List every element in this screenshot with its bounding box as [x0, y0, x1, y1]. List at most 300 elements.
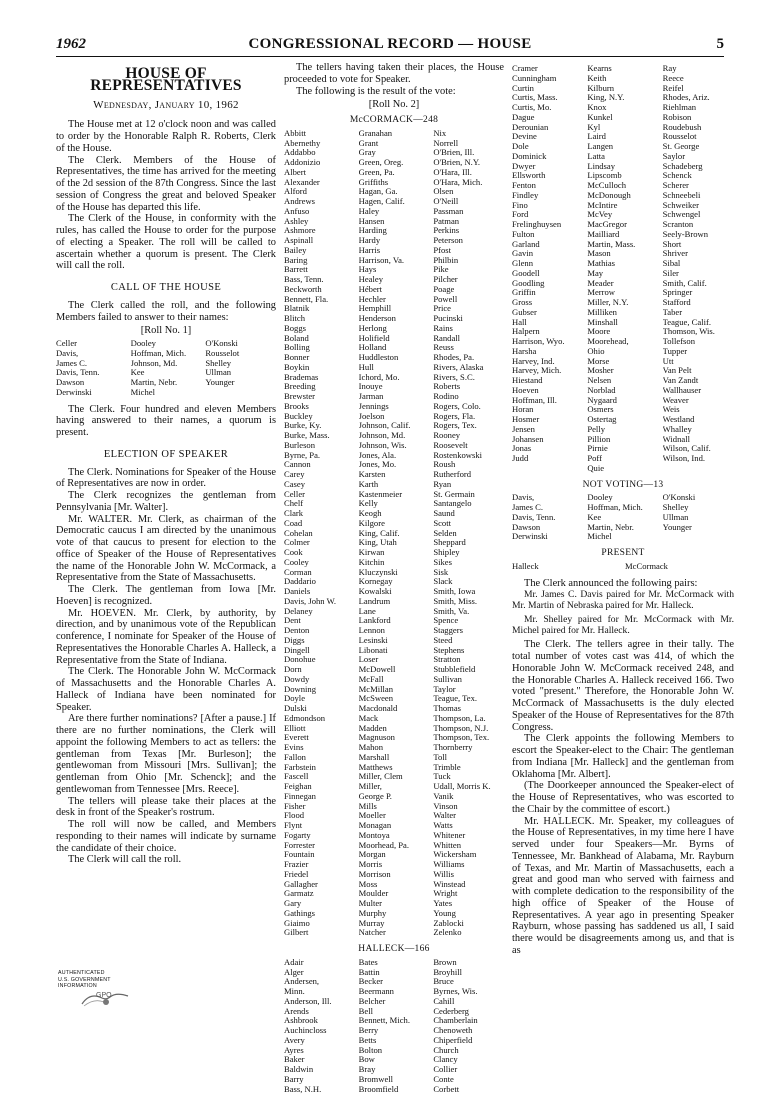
- paragraph: The Clerk announced the following pairs:: [524, 577, 698, 589]
- member-name: Dooley: [130, 339, 156, 348]
- member-name: Powell: [433, 294, 458, 304]
- member-name: Bow: [358, 1055, 375, 1065]
- paragraph: The Clerk will call the roll.: [68, 854, 182, 866]
- member-name: Kunkel: [587, 112, 613, 122]
- member-name: Harris: [358, 245, 381, 255]
- member-name: Giaimo: [284, 918, 310, 928]
- paragraph: Mr. WALTER. Mr. Clerk, as chairman of the Democratic caucus I am directed by the unanimous vote of that caucus to present for election to the office of Speaker of the House of Representatives the name of the Honorable John W. McCormack, a Representative from the State of Massachusetts.: [56, 513, 276, 584]
- member-name: McSween: [358, 694, 394, 704]
- member-name: Anfuso: [284, 206, 310, 216]
- member-name: Thomas: [433, 704, 462, 713]
- member-name: Whitten: [433, 840, 462, 850]
- member-name: Burleson: [284, 440, 316, 450]
- mccormack-vote-list: [284, 129, 504, 938]
- member-name: Taylor: [433, 684, 456, 694]
- member-name: Hechler: [358, 294, 386, 304]
- member-name: Rodino: [433, 392, 459, 401]
- member-name: Pucinski: [433, 314, 463, 323]
- member-name: Passman: [433, 206, 464, 216]
- paragraph: The Clerk. Four hundred and eleven Members having answered to their names, a quorum is present.: [56, 403, 276, 438]
- election-heading: ELECTION OF SPEAKER: [103, 448, 229, 460]
- member-name: Herlong: [358, 323, 387, 333]
- member-name: Kluczynski: [358, 567, 398, 577]
- member-name: Willis: [433, 869, 454, 879]
- member-name: Moorhead, Pa.: [358, 840, 410, 850]
- member-name: Martin, Mass.: [587, 239, 636, 249]
- member-name: O'Hara, Ill.: [433, 167, 472, 177]
- member-name: Church: [433, 1045, 459, 1055]
- member-name: Derwinski: [512, 532, 548, 542]
- paragraph: The Clerk. Nominations for Speaker of the House of Representatives are now in order.: [56, 466, 276, 490]
- member-name: Mailliard: [587, 229, 620, 239]
- member-name: Kyl: [587, 122, 601, 132]
- member-name: Cramer: [512, 64, 538, 73]
- member-name: Becker: [358, 977, 383, 987]
- paragraph: The Clerk appoints the following Members to escort the Speaker-elect to the Chair: The gentleman from Indiana [Mr. Halleck] and the gentleman from Oklahoma [Mr. Albert].: [512, 733, 734, 780]
- member-name: Griffin: [512, 288, 536, 298]
- member-name: Healey: [358, 275, 383, 284]
- member-name: Belcher: [358, 996, 386, 1006]
- member-name: Joelson: [358, 411, 385, 421]
- member-name: George P.: [358, 791, 392, 801]
- member-name: Kilgore: [358, 518, 385, 528]
- member-name: Lindsay: [587, 161, 616, 171]
- member-name: Breeding: [284, 382, 316, 392]
- member-name: Miller,: [358, 782, 382, 791]
- member-name: Johnson, Wis.: [358, 440, 407, 450]
- member-name: [663, 532, 734, 542]
- present-heading: PRESENT: [601, 548, 645, 558]
- paragraph: The Clerk. The Honorable John W. McCormack of Massachusetts and the Honorable Charles A. Halleck of Indiana have been nominated for Speaker.: [56, 666, 276, 713]
- member-name: Miller, Clem: [358, 772, 403, 782]
- member-name: Addabbo: [284, 148, 316, 158]
- member-name: O'Konski: [662, 493, 696, 503]
- member-name: Pfost: [433, 245, 451, 255]
- member-name: Rains: [433, 323, 453, 333]
- member-name: Roberts: [433, 382, 461, 392]
- member-name: Hagan, Ga.: [358, 187, 398, 197]
- member-name: Norblad: [587, 385, 616, 395]
- member-name: Downing: [284, 684, 316, 694]
- member-name: Colmer: [284, 538, 310, 548]
- member-name: Smith, Iowa: [433, 587, 476, 596]
- member-name: King, Calif.: [358, 528, 400, 538]
- gpo-line: AUTHENTICATED: [58, 970, 105, 976]
- paragraph: The House met at 12 o'clock noon and was called to order by the Honorable Ralph R. Roberts, Clerk of the House.: [56, 119, 276, 154]
- member-name: Chelf: [284, 499, 304, 509]
- member-name: Thompson, La.: [433, 713, 486, 723]
- member-name: Lankford: [358, 616, 391, 626]
- member-name: [205, 388, 276, 398]
- member-name: Dent: [284, 616, 301, 626]
- header-rule: [56, 56, 724, 57]
- member-name: Goodell: [512, 268, 540, 278]
- roll-number: [Roll No. 1]: [140, 325, 192, 337]
- member-name: Watts: [433, 821, 453, 830]
- member-name: Frazier: [284, 860, 309, 869]
- member-name: Holifield: [358, 333, 390, 343]
- paragraph: The Clerk. The gentleman from Iowa [Mr. Hoeven] is recognized.: [56, 584, 276, 607]
- member-name: Daniels: [284, 587, 311, 596]
- member-name: Seely-Brown: [662, 229, 709, 239]
- member-name: Poff: [587, 454, 602, 463]
- member-name: Bonner: [284, 353, 310, 362]
- member-name: Wright: [433, 889, 458, 899]
- member-name: Judd: [512, 454, 529, 463]
- member-name: Corbett: [433, 1084, 460, 1094]
- member-name: Rousselot: [662, 132, 697, 142]
- member-name: Ullman: [662, 512, 689, 522]
- member-name: Burke, Mass.: [284, 431, 330, 440]
- member-name: Reuss: [433, 343, 454, 353]
- member-name: Widnall: [662, 434, 690, 444]
- member-name: Osmers: [587, 405, 614, 415]
- member-name: Pilcher: [433, 275, 458, 284]
- member-name: Weis: [662, 405, 680, 415]
- member-name: Baker: [284, 1055, 305, 1065]
- gpo-line: INFORMATION: [58, 983, 97, 989]
- member-name: Moss: [358, 879, 378, 889]
- member-name: Donohue: [284, 655, 316, 665]
- member-name: Lipscomb: [587, 171, 622, 181]
- member-name: Glenn: [512, 259, 534, 268]
- member-name: Fulton: [512, 229, 535, 239]
- member-name: Morris: [358, 860, 383, 869]
- member-name: Cahill: [433, 996, 455, 1006]
- member-name: Steed: [433, 635, 453, 645]
- member-name: Ashbrook: [284, 1016, 318, 1026]
- member-name: Hall: [512, 317, 527, 327]
- member-name: Harvey, Ind.: [512, 356, 555, 366]
- member-name: Shipley: [433, 548, 460, 557]
- member-name: Stratton: [433, 655, 461, 665]
- member-name: Hardy: [358, 236, 381, 245]
- member-name: Daddario: [284, 577, 316, 587]
- member-name: Patman: [433, 216, 460, 226]
- mccormack-heading: McCORMACK—248: [349, 115, 439, 125]
- halleck-heading: HALLECK—166: [358, 944, 430, 954]
- member-name: Rutherford: [433, 470, 472, 479]
- member-name: Karsten: [358, 470, 386, 479]
- not-voting-list: [512, 493, 734, 542]
- member-name: Casey: [284, 479, 306, 489]
- member-name: Kastenmeier: [358, 489, 403, 499]
- member-name: Poage: [433, 284, 455, 294]
- member-name: Marshall: [358, 752, 390, 762]
- paragraph: The tellers having taken their places, the House proceeded to vote for Speaker.: [284, 62, 504, 85]
- member-name: Haley: [358, 206, 380, 216]
- member-name: Fountain: [284, 850, 315, 860]
- member-name: Schenck: [662, 171, 692, 181]
- member-name: Horan: [512, 405, 534, 415]
- member-name: Gavin: [512, 249, 534, 259]
- member-name: Granahan: [358, 128, 393, 138]
- paragraph: The tellers will please take their places at the desk in front of the Speaker's rostrum.: [56, 795, 276, 819]
- member-name: Cannon: [284, 460, 311, 470]
- present-list: [512, 562, 734, 572]
- member-name: Ostertag: [587, 415, 617, 424]
- member-name: Pike: [433, 265, 449, 275]
- member-name: McDowell: [358, 665, 396, 674]
- member-name: Norrell: [433, 138, 459, 148]
- member-name: Ayres: [284, 1045, 304, 1055]
- member-name: Everett: [284, 733, 309, 743]
- member-name: Bennett, Mich.: [358, 1016, 410, 1026]
- running-header: [56, 36, 724, 56]
- member-name: Rooney: [433, 431, 461, 440]
- column-2: [284, 62, 504, 1100]
- member-name: Bolling: [284, 343, 310, 353]
- member-name: Bruce: [433, 977, 454, 987]
- member-name: Magnuson: [358, 733, 395, 743]
- page-number: 5: [716, 36, 724, 52]
- member-name: O'Brien, Ill.: [433, 148, 475, 158]
- member-name: Jones, Mo.: [358, 460, 397, 470]
- member-name: MacGregor: [587, 220, 627, 229]
- column-1: [56, 62, 276, 866]
- member-name: Morgan: [358, 850, 386, 860]
- member-name: Bennett, Fla.: [284, 294, 329, 304]
- member-name: Teague, Tex.: [433, 694, 478, 704]
- member-name: Younger: [205, 378, 235, 387]
- member-name: Shelley: [205, 358, 232, 368]
- member-name: Celler: [56, 339, 77, 348]
- member-name: Philbin: [433, 255, 459, 265]
- member-name: Williams: [433, 860, 465, 869]
- member-name: Ullman: [205, 368, 232, 378]
- member-name: Kirwan: [358, 548, 385, 557]
- member-name: St. George: [662, 142, 700, 151]
- member-name: Selden: [433, 528, 457, 538]
- member-name: Rivers, Alaska: [433, 362, 484, 372]
- member-name: Dingell: [284, 645, 310, 655]
- member-name: Meader: [587, 278, 614, 288]
- member-name: Moorehead,: [587, 337, 629, 346]
- member-name: Devine: [512, 132, 537, 142]
- member-name: Smith, Miss.: [433, 596, 478, 606]
- member-name: Hiestand: [512, 376, 543, 385]
- member-name: Shelley: [662, 503, 689, 512]
- member-name: Lesinski: [358, 635, 388, 645]
- member-name: James C.: [512, 503, 544, 512]
- member-name: Ray: [662, 64, 677, 73]
- member-name: Natcher: [358, 928, 386, 938]
- member-name: Chamberlain: [433, 1016, 478, 1026]
- member-name: Siler: [662, 268, 679, 278]
- member-name: Knox: [587, 103, 607, 112]
- member-name: Scott: [433, 518, 451, 528]
- member-name: Baldwin: [284, 1065, 314, 1074]
- member-name: Conte: [433, 1074, 454, 1084]
- member-name: Sullivan: [433, 674, 462, 684]
- member-name: Weaver: [662, 395, 689, 405]
- member-name: McDonough: [587, 190, 631, 200]
- member-name: Albert: [284, 167, 306, 177]
- member-name: Inouye: [358, 382, 383, 392]
- member-name: Jennings: [358, 401, 389, 411]
- member-name: Green, Oreg.: [358, 158, 404, 167]
- member-name: Lane: [358, 606, 376, 616]
- member-name: Whalley: [662, 424, 692, 434]
- member-name: Coad: [284, 518, 303, 528]
- member-name: Ryan: [433, 479, 452, 489]
- member-name: Rousselot: [205, 348, 240, 358]
- member-name: Boykin: [284, 362, 310, 372]
- member-name: Broyhill: [433, 967, 462, 977]
- member-name: Riehlman: [662, 103, 697, 112]
- member-name: McIntire: [587, 200, 618, 210]
- member-name: Elliott: [284, 723, 306, 733]
- member-name: Anderson, Ill.: [284, 996, 332, 1006]
- member-name: Thornberry: [433, 743, 473, 752]
- member-name: King, Utah: [358, 538, 397, 548]
- member-name: O'Konski: [205, 339, 238, 348]
- member-name: Toll: [433, 752, 448, 762]
- member-name: Jensen: [512, 424, 535, 434]
- member-name: Harrison, Va.: [358, 255, 405, 265]
- member-name: Multer: [358, 899, 383, 908]
- member-name: Hagen, Calif.: [358, 197, 405, 206]
- member-name: James C.: [56, 358, 88, 368]
- member-name: Finnegan: [284, 791, 316, 801]
- member-name: Westland: [662, 415, 695, 424]
- member-name: Beermann: [358, 987, 394, 996]
- paragraph: The Clerk recognizes the gentleman from Pennsylvania [Mr. Walter].: [56, 490, 276, 513]
- member-name: [663, 464, 734, 474]
- absent-list: [56, 339, 276, 398]
- member-name: Matthews: [358, 762, 393, 772]
- member-name: Dooley: [587, 493, 613, 503]
- member-name: Halleck: [512, 561, 539, 571]
- member-name: Brewster: [284, 392, 316, 401]
- member-name: Edmondson: [284, 713, 326, 723]
- gpo-mark: GPO: [96, 992, 112, 999]
- paragraph: The following is the result of the vote:: [296, 85, 456, 97]
- paragraph: Mr. HALLECK. Mr. Speaker, my colleagues of the House of Representatives, in my time here I have served under four Speakers—Mr. Byrns of Tennessee, Mr. Bankhead of Alabama, Mr. Rayburn of Texas, and Mr. Martin of Massachusetts, each a great and good man who served with fairness and with complete dedication to the responsibility of the high office of Speaker of the House of Representatives. A year ago in presenting Speaker Rayburn, whose passing has saddened us all, I said there would be disagreements among us, and that is as: [512, 815, 734, 956]
- member-name: Latta: [587, 151, 605, 161]
- member-name: McMillan: [358, 684, 394, 694]
- member-name: Rogers, Colo.: [433, 401, 481, 411]
- member-name: Reifel: [662, 83, 684, 93]
- member-name: Price: [433, 304, 451, 314]
- member-name: Keogh: [358, 509, 382, 518]
- member-name: Pelly: [587, 424, 605, 434]
- member-name: Denton: [284, 626, 310, 635]
- member-name: Ashmore: [284, 226, 316, 236]
- member-name: Roosevelt: [433, 440, 468, 450]
- member-name: Nelsen: [587, 376, 612, 385]
- member-name: Bolton: [358, 1045, 383, 1055]
- member-name: Stubblefield: [433, 665, 476, 674]
- member-name: Rivers, S.C.: [433, 372, 475, 382]
- member-name: Johansen: [512, 434, 544, 444]
- halleck-vote-list: [284, 958, 504, 1095]
- member-name: Collier: [433, 1065, 458, 1074]
- member-name: Dawson: [512, 522, 541, 532]
- member-name: Blatnik: [284, 304, 310, 314]
- member-name: Reece: [662, 73, 684, 83]
- member-name: Macdonald: [358, 704, 398, 713]
- member-name: Madden: [358, 723, 387, 733]
- gpo-line: U.S. GOVERNMENT: [58, 976, 111, 983]
- member-name: Roush: [433, 460, 456, 470]
- member-name: Davis, John W.: [284, 596, 337, 606]
- member-name: Cederberg: [433, 1006, 469, 1016]
- member-name: Tollefson: [662, 337, 695, 346]
- member-name: Davis,: [512, 493, 535, 503]
- member-name: Abbitt: [284, 128, 306, 138]
- member-name: Griffiths: [358, 177, 389, 187]
- member-name: Green, Pa.: [358, 167, 395, 177]
- member-name: Van Zandt: [662, 376, 699, 385]
- member-name: Curtis, Mo.: [512, 103, 552, 112]
- member-name: Mills: [358, 801, 377, 811]
- member-name: Fisher: [284, 801, 306, 811]
- member-name: Clark: [284, 509, 304, 518]
- member-name: Garland: [512, 239, 540, 249]
- member-name: Betts: [358, 1035, 377, 1045]
- member-name: Wilson, Calif.: [662, 444, 711, 454]
- member-name: Utt: [662, 356, 674, 366]
- member-name: Walter: [433, 811, 457, 821]
- member-name: Nygaard: [587, 395, 617, 405]
- member-name: Buckley: [284, 411, 313, 421]
- member-name: Fallon: [284, 752, 306, 762]
- member-name: Sikes: [433, 557, 452, 567]
- member-name: Peterson: [433, 236, 463, 245]
- member-name: Kearns: [587, 64, 612, 73]
- member-name: Short: [662, 239, 682, 249]
- member-name: Moeller: [358, 811, 386, 821]
- member-name: Bass, Tenn.: [284, 275, 324, 284]
- member-name: Baring: [284, 255, 308, 265]
- member-name: Hébert: [358, 284, 383, 294]
- member-name: Springer: [662, 288, 693, 298]
- member-name: Fino: [512, 200, 528, 210]
- member-name: Kowalski: [358, 587, 392, 596]
- member-name: Hansen: [358, 216, 385, 226]
- member-name: Mahon: [358, 743, 384, 752]
- member-name: Blitch: [284, 314, 306, 323]
- member-name: Miller, N.Y.: [587, 298, 629, 307]
- member-name: Kornegay: [358, 577, 393, 587]
- member-name: Gray: [358, 148, 376, 158]
- member-name: Rostenkowski: [433, 450, 483, 460]
- member-name: Fogarty: [284, 830, 311, 840]
- member-name: Dowdy: [284, 674, 310, 684]
- member-name: Teague, Calif.: [662, 317, 711, 327]
- member-name: Johnson, Md.: [130, 358, 178, 368]
- member-name: Rhodes, Ariz.: [662, 93, 710, 103]
- paragraph: The Clerk. Members of the House of Representatives, the time has arrived for the meeting of the 2d session of the 87th Congress. Since the last session of Congress the great and beloved Speaker of the House has departed this life.: [56, 154, 276, 213]
- member-name: Ellsworth: [512, 171, 546, 181]
- member-name: Frelinghuysen: [512, 220, 562, 229]
- member-name: Cooley: [284, 557, 309, 567]
- member-name: Henderson: [358, 314, 396, 323]
- member-name: Gary: [284, 899, 302, 908]
- member-name: McVey: [587, 210, 613, 220]
- member-name: Johnson, Md.: [358, 431, 406, 440]
- member-name: Morrison: [358, 869, 391, 879]
- member-name: Cunningham: [512, 73, 557, 83]
- member-name: Abernethy: [284, 138, 321, 148]
- member-name: Dorn: [284, 665, 302, 674]
- paragraph: Are there further nominations? [After a pause.] If there are no further nominations, the Clerk will appoint the following Members to act as tellers: the gentleman from Texas [Mr. Burleson]; the gentlewoman from Missouri [Mrs. Sullivan]; the gentleman from Ohio [Mr. Schenck]; and the gentlewoman from Tennessee [Mrs. Reece].: [56, 713, 276, 795]
- member-name: Findley: [512, 190, 539, 200]
- member-name: Staggers: [433, 626, 463, 635]
- member-name: Burke, Ky.: [284, 421, 322, 431]
- member-name: Martin, Nebr.: [130, 378, 178, 387]
